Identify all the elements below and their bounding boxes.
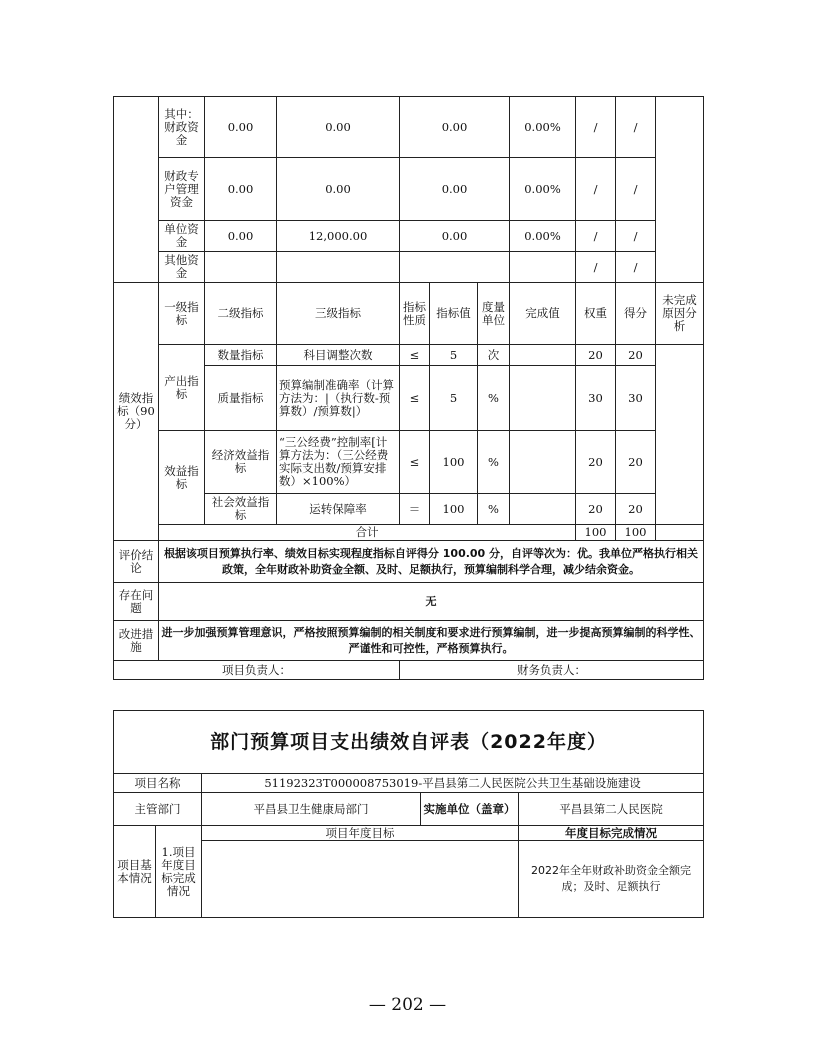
indicator-value: 5 [430,345,478,366]
benefit-indicator-label: 效益指标 [159,431,205,525]
project-name-label: 项目名称 [114,774,202,793]
header-level1: 一级指标 [159,283,205,345]
indicator-unit: % [478,431,510,494]
indicator-l3: “三公经费”控制率[计算方法为：（三公经费实际支出数/预算安排数）×100%） [277,431,400,494]
header-level2: 二级指标 [205,283,277,345]
indicator-score: 20 [616,431,656,494]
indicator-header-row [114,283,704,345]
output-indicator-label: 产出指标 [159,345,205,431]
improve-row [114,621,704,661]
indicator-weight: 20 [576,494,616,525]
indicator-nature: ≤ [400,366,430,431]
funding-value: 0.00 [277,158,400,221]
funding-value: 0.00 [205,221,277,252]
indicator-unit: % [478,494,510,525]
indicator-row [114,431,704,494]
implementing-unit-label: 实施单位（盖章） [421,793,519,826]
evaluation-label: 评价结论 [114,541,159,583]
indicator-done [510,366,576,431]
problems-text: 无 [159,583,704,621]
empty-cell [656,97,704,283]
funding-label: 其他资金 [159,252,205,283]
indicator-score: 30 [616,366,656,431]
funding-rate: 0.00% [510,221,576,252]
funding-row [114,97,704,158]
funding-value: 0.00 [400,221,510,252]
performance-table [113,96,704,680]
header-nature: 指标性质 [400,283,430,345]
indicator-l3: 运转保障率 [277,494,400,525]
problems-row [114,583,704,621]
funding-row [114,252,704,283]
funding-value [400,252,510,283]
header-reason: 未完成原因分析 [656,283,704,345]
funding-row [114,158,704,221]
header-done: 完成值 [510,283,576,345]
funding-rate: 0.00% [510,97,576,158]
indicator-value: 5 [430,366,478,431]
funding-value: 0.00 [277,97,400,158]
funding-score: / [616,158,656,221]
department-row [114,793,704,826]
funding-rate: 0.00% [510,158,576,221]
header-score: 得分 [616,283,656,345]
indicator-unit: % [478,366,510,431]
indicator-done [510,431,576,494]
funding-rate [510,252,576,283]
funding-value: 12,000.00 [277,221,400,252]
indicator-done [510,345,576,366]
funding-score: / [616,221,656,252]
annual-goal-header: 项目年度目标 [202,826,519,841]
indicator-weight: 20 [576,431,616,494]
funding-value [277,252,400,283]
indicator-score: 20 [616,345,656,366]
funding-score: / [616,252,656,283]
funding-weight: / [576,97,616,158]
total-weight: 100 [576,525,616,541]
indicator-l3: 科目调整次数 [277,345,400,366]
header-level3: 三级指标 [277,283,400,345]
indicator-l3: 预算编制准确率（计算方法为：|（执行数-预算数）/预算数|） [277,366,400,431]
funding-weight: / [576,221,616,252]
funding-score: / [616,97,656,158]
indicator-nature: ＝ [400,494,430,525]
funding-value: 0.00 [205,97,277,158]
funding-weight: / [576,252,616,283]
indicator-weight: 20 [576,345,616,366]
project-name-row [114,774,704,793]
indicator-l2: 质量指标 [205,366,277,431]
evaluation-text: 根据该项目预算执行率、绩效目标实现程度指标自评得分 100.00 分，自评等次为：优。我单位严格执行相关政策，全年财政补助资金全额、及时、足额执行，预算编制科学合理，减少结余资金。 [159,541,704,583]
self-evaluation-form [113,710,704,918]
form-title-row [114,711,704,774]
empty-cell [114,97,159,283]
implementing-unit-value: 平昌县第二人民医院 [519,793,704,826]
perf-section-label: 绩效指标（90分） [114,283,159,541]
goal-completion-label: 1.项目年度目标完成情况 [156,826,202,918]
funding-row [114,221,704,252]
total-score: 100 [616,525,656,541]
goal-header-row [114,826,704,841]
goal-row [114,841,704,918]
total-label: 合计 [159,525,576,541]
funding-value: 0.00 [400,97,510,158]
funding-weight: / [576,158,616,221]
empty-cell [656,345,704,525]
problems-label: 存在问题 [114,583,159,621]
page-number: — 202 — [368,995,447,1015]
empty-cell [656,525,704,541]
funding-label: 单位资金 [159,221,205,252]
funding-label: 其中：财政资金 [159,97,205,158]
indicator-l2: 数量指标 [205,345,277,366]
funding-value: 0.00 [400,158,510,221]
indicator-row [114,345,704,366]
header-unit: 度量单位 [478,283,510,345]
funding-label: 财政专户管理资金 [159,158,205,221]
goal-done-header: 年度目标完成情况 [519,826,704,841]
header-weight: 权重 [576,283,616,345]
annual-goal-text [202,841,519,918]
goal-done-text: 2022年全年财政补助资金全额完成；及时、足额执行 [519,841,704,918]
indicator-l2: 社会效益指标 [205,494,277,525]
indicator-unit: 次 [478,345,510,366]
indicator-l2: 经济效益指标 [205,431,277,494]
indicator-nature: ≤ [400,345,430,366]
department-value: 平昌县卫生健康局部门 [202,793,421,826]
improve-label: 改进措施 [114,621,159,661]
indicator-value: 100 [430,494,478,525]
indicator-nature: ≤ [400,431,430,494]
funding-value: 0.00 [205,158,277,221]
finance-lead-signature: 财务负责人： [400,661,704,680]
header-value: 指标值 [430,283,478,345]
indicator-done [510,494,576,525]
indicator-value: 100 [430,431,478,494]
basic-info-label: 项目基本情况 [114,826,156,918]
department-label: 主管部门 [114,793,202,826]
funding-value [205,252,277,283]
project-lead-signature: 项目负责人： [114,661,400,680]
indicator-score: 20 [616,494,656,525]
improve-text: 进一步加强预算管理意识，严格按照预算编制的相关制度和要求进行预算编制，进一步提高预算编制的科学性、严谨性和可控性，严格预算执行。 [159,621,704,661]
total-row [114,525,704,541]
evaluation-row [114,541,704,583]
signature-row [114,661,704,680]
project-name-value: 51192323T000008753019-平昌县第二人民医院公共卫生基础设施建设 [202,774,704,793]
form-title: 部门预算项目支出绩效自评表（2022年度） [114,711,704,774]
indicator-weight: 30 [576,366,616,431]
